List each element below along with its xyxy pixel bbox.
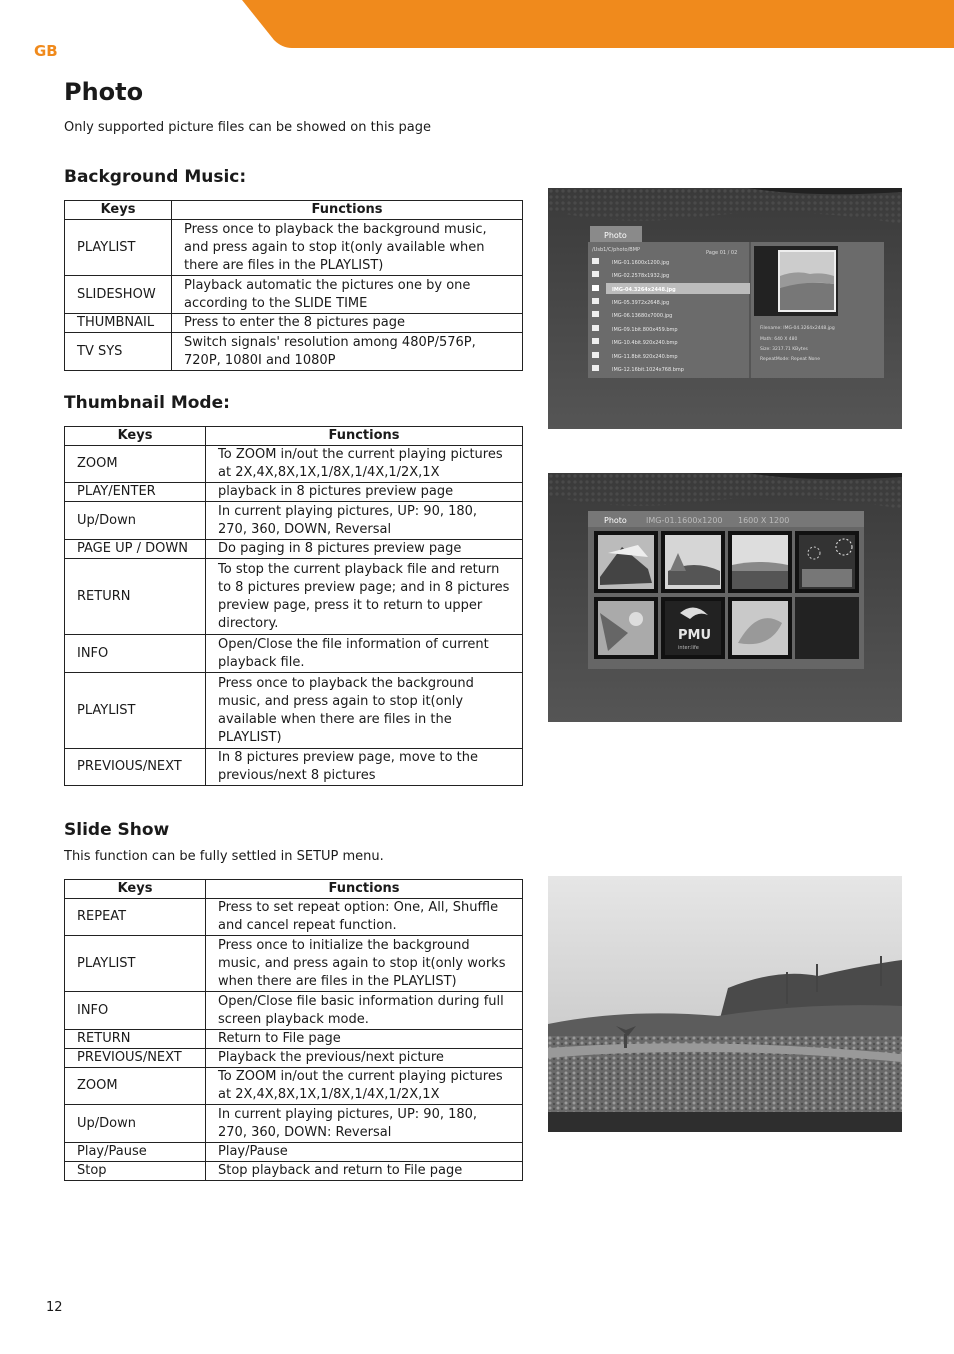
table-row <box>65 749 523 786</box>
function-cell: Open/Close the file information of current playback file. <box>206 635 523 673</box>
svg-text:IMG-11.8bit.920x240.bmp: IMG-11.8bit.920x240.bmp <box>612 354 678 360</box>
thumbnail-item <box>594 531 658 593</box>
screen-tab-label: Photo <box>604 231 627 240</box>
key-cell: PLAYLIST <box>65 936 206 992</box>
function-cell: Playback the previous/next picture <box>206 1049 523 1068</box>
camera-icon <box>592 352 599 358</box>
background-music-heading: Background Music: <box>64 167 247 187</box>
function-cell: Return to File page <box>206 1030 523 1049</box>
thumbnail-item <box>661 531 725 593</box>
camera-icon <box>592 298 599 304</box>
slide-show-table <box>64 879 523 1181</box>
svg-text:IMG-05.3972x2648.jpg: IMG-05.3972x2648.jpg <box>612 300 670 306</box>
camera-icon <box>592 325 599 331</box>
svg-text:IMG-06.13680x7000.jpg: IMG-06.13680x7000.jpg <box>612 313 673 319</box>
table-row <box>65 483 523 502</box>
key-cell: REPEAT <box>65 899 206 936</box>
svg-text:IMG-12.16bit.1024x768.bmp: IMG-12.16bit.1024x768.bmp <box>612 367 684 373</box>
landscape-photo-svg <box>548 876 902 1132</box>
key-cell: Up/Down <box>65 502 206 540</box>
screen-page-indicator: Page 01 / 02 <box>706 250 738 256</box>
table-row <box>65 1049 523 1068</box>
key-cell: Stop <box>65 1162 206 1181</box>
table-header-row <box>65 880 523 899</box>
column-header-keys: Keys <box>65 880 206 899</box>
info-filename: Filename: IMG-04.3264x2448.jpg <box>760 326 835 331</box>
table-row <box>65 1162 523 1181</box>
screen-path-text: /Usb1/C/photo/BMP <box>592 247 641 253</box>
svg-text:IMG-01.1600x1200.jpg: IMG-01.1600x1200.jpg <box>612 260 670 266</box>
thumbnail-item <box>661 597 725 659</box>
info-repeat: RepeatMode: Repeat None <box>760 357 821 362</box>
key-cell: PLAYLIST <box>65 673 206 749</box>
table-row <box>65 540 523 559</box>
thumbnail-item <box>728 531 792 593</box>
pmu-logo: PMU <box>678 628 712 643</box>
key-cell: ZOOM <box>65 446 206 483</box>
language-tag: GB <box>34 42 58 60</box>
function-cell: Open/Close file basic information during full screen playback mode. <box>206 992 523 1030</box>
function-cell: In 8 pictures preview page, move to the previous/next 8 pictures <box>206 749 523 786</box>
key-cell: RETURN <box>65 559 206 635</box>
column-header-functions: Functions <box>172 201 523 220</box>
key-cell: RETURN <box>65 1030 206 1049</box>
key-cell: PREVIOUS/NEXT <box>65 1049 206 1068</box>
function-cell: Press once to playback the background music, and press again to stop it(only available when there are files in the PLAYLIST) <box>206 673 523 749</box>
pmu-logo-subtitle: inter:life <box>678 645 699 651</box>
function-cell: Press once to initialize the background music, and press again to stop it(only works when there are files in the PLAYLIST) <box>206 936 523 992</box>
function-cell: To ZOOM in/out the current playing pictures at 2X,4X,8X,1X,1/8X,1/4X,1/2X,1X <box>206 1068 523 1105</box>
function-cell: To stop the current playback file and return to 8 pictures preview page; and in 8 pictures preview page, press it to return to upper directory. <box>206 559 523 635</box>
background-music-table <box>64 200 523 371</box>
function-cell: Press once to playback the background music, and press again to stop it(only available when there are files in the PLAYLIST) <box>172 220 523 276</box>
thumbnail-item <box>728 597 792 659</box>
intro-text: Only supported picture files can be showed on this page <box>64 120 431 135</box>
table-row <box>65 1068 523 1105</box>
key-cell: INFO <box>65 992 206 1030</box>
table-row <box>65 1030 523 1049</box>
key-cell: PAGE UP / DOWN <box>65 540 206 559</box>
camera-icon <box>592 258 599 264</box>
key-cell: THUMBNAIL <box>65 314 172 333</box>
function-cell: Press to set repeat option: One, All, Shuffle and cancel repeat function. <box>206 899 523 936</box>
column-header-functions: Functions <box>206 427 523 446</box>
key-cell: SLIDESHOW <box>65 276 172 314</box>
orange-header-band <box>0 0 954 50</box>
svg-text:IMG-02.2578x1932.jpg: IMG-02.2578x1932.jpg <box>612 273 670 279</box>
table-row <box>65 1143 523 1162</box>
page-number: 12 <box>46 1300 63 1315</box>
camera-icon <box>592 365 599 371</box>
screen-file-name: IMG-01.1600x1200 <box>646 516 723 525</box>
thumbnail-screen-svg <box>548 473 902 722</box>
table-row <box>65 333 523 371</box>
camera-icon <box>592 311 599 317</box>
thumbnail-item-empty <box>795 597 859 659</box>
table-row <box>65 936 523 992</box>
function-cell: Stop playback and return to File page <box>206 1162 523 1181</box>
file-list-screen-svg <box>548 188 902 429</box>
function-cell: Press to enter the 8 pictures page <box>172 314 523 333</box>
key-cell: Up/Down <box>65 1105 206 1143</box>
column-header-keys: Keys <box>65 201 172 220</box>
function-cell: In current playing pictures, UP: 90, 180, 270, 360, DOWN, Reversal <box>206 502 523 540</box>
table-row <box>65 276 523 314</box>
table-row <box>65 446 523 483</box>
info-size: Size: 3217.71 KBytes <box>760 347 808 352</box>
thumbnail-mode-heading: Thumbnail Mode: <box>64 393 230 413</box>
table-header-row <box>65 427 523 446</box>
table-header-row <box>65 201 523 220</box>
camera-icon <box>592 338 599 344</box>
svg-text:IMG-04.3264x2448.jpg: IMG-04.3264x2448.jpg <box>612 287 676 293</box>
table-row <box>65 559 523 635</box>
key-cell: ZOOM <box>65 1068 206 1105</box>
function-cell: Playback automatic the pictures one by one according to the SLIDE TIME <box>172 276 523 314</box>
table-row <box>65 1105 523 1143</box>
table-row <box>65 502 523 540</box>
info-math: Math: 640 X 480 <box>760 337 798 342</box>
key-cell: TV SYS <box>65 333 172 371</box>
table-row <box>65 220 523 276</box>
table-row <box>65 673 523 749</box>
camera-icon <box>592 285 599 291</box>
photo-file-list-screenshot <box>548 188 902 429</box>
table-row <box>65 992 523 1030</box>
key-cell: Play/Pause <box>65 1143 206 1162</box>
table-row <box>65 899 523 936</box>
function-cell: Do paging in 8 pictures preview page <box>206 540 523 559</box>
thumbnail-item <box>594 597 658 659</box>
slide-show-screenshot <box>548 876 902 1132</box>
thumbnail-mode-table <box>64 426 523 786</box>
table-row <box>65 314 523 333</box>
table-row <box>65 635 523 673</box>
slide-show-note: This function can be fully settled in SETUP menu. <box>64 849 384 864</box>
photo-thumbnail-screenshot <box>548 473 902 722</box>
column-header-functions: Functions <box>206 880 523 899</box>
key-cell: PLAYLIST <box>65 220 172 276</box>
orange-header-shape <box>242 0 954 48</box>
screen-resolution: 1600 X 1200 <box>738 516 790 525</box>
function-cell: playback in 8 pictures preview page <box>206 483 523 502</box>
svg-text:IMG-09.1bit.800x459.bmp: IMG-09.1bit.800x459.bmp <box>612 327 678 333</box>
key-cell: INFO <box>65 635 206 673</box>
thumbnail-item <box>795 531 859 593</box>
svg-text:IMG-10.4bit.920x240.bmp: IMG-10.4bit.920x240.bmp <box>612 340 678 346</box>
function-cell: Play/Pause <box>206 1143 523 1162</box>
key-cell: PLAY/ENTER <box>65 483 206 502</box>
function-cell: In current playing pictures, UP: 90, 180, 270, 360, DOWN: Reversal <box>206 1105 523 1143</box>
page-title: Photo <box>64 78 144 106</box>
function-cell: Switch signals' resolution among 480P/576P, 720P, 1080I and 1080P <box>172 333 523 371</box>
key-cell: PREVIOUS/NEXT <box>65 749 206 786</box>
column-header-keys: Keys <box>65 427 206 446</box>
screen-tab-label: Photo <box>604 516 627 525</box>
slide-show-heading: Slide Show <box>64 820 170 840</box>
function-cell: To ZOOM in/out the current playing pictures at 2X,4X,8X,1X,1/8X,1/4X,1/2X,1X <box>206 446 523 483</box>
camera-icon <box>592 271 599 277</box>
